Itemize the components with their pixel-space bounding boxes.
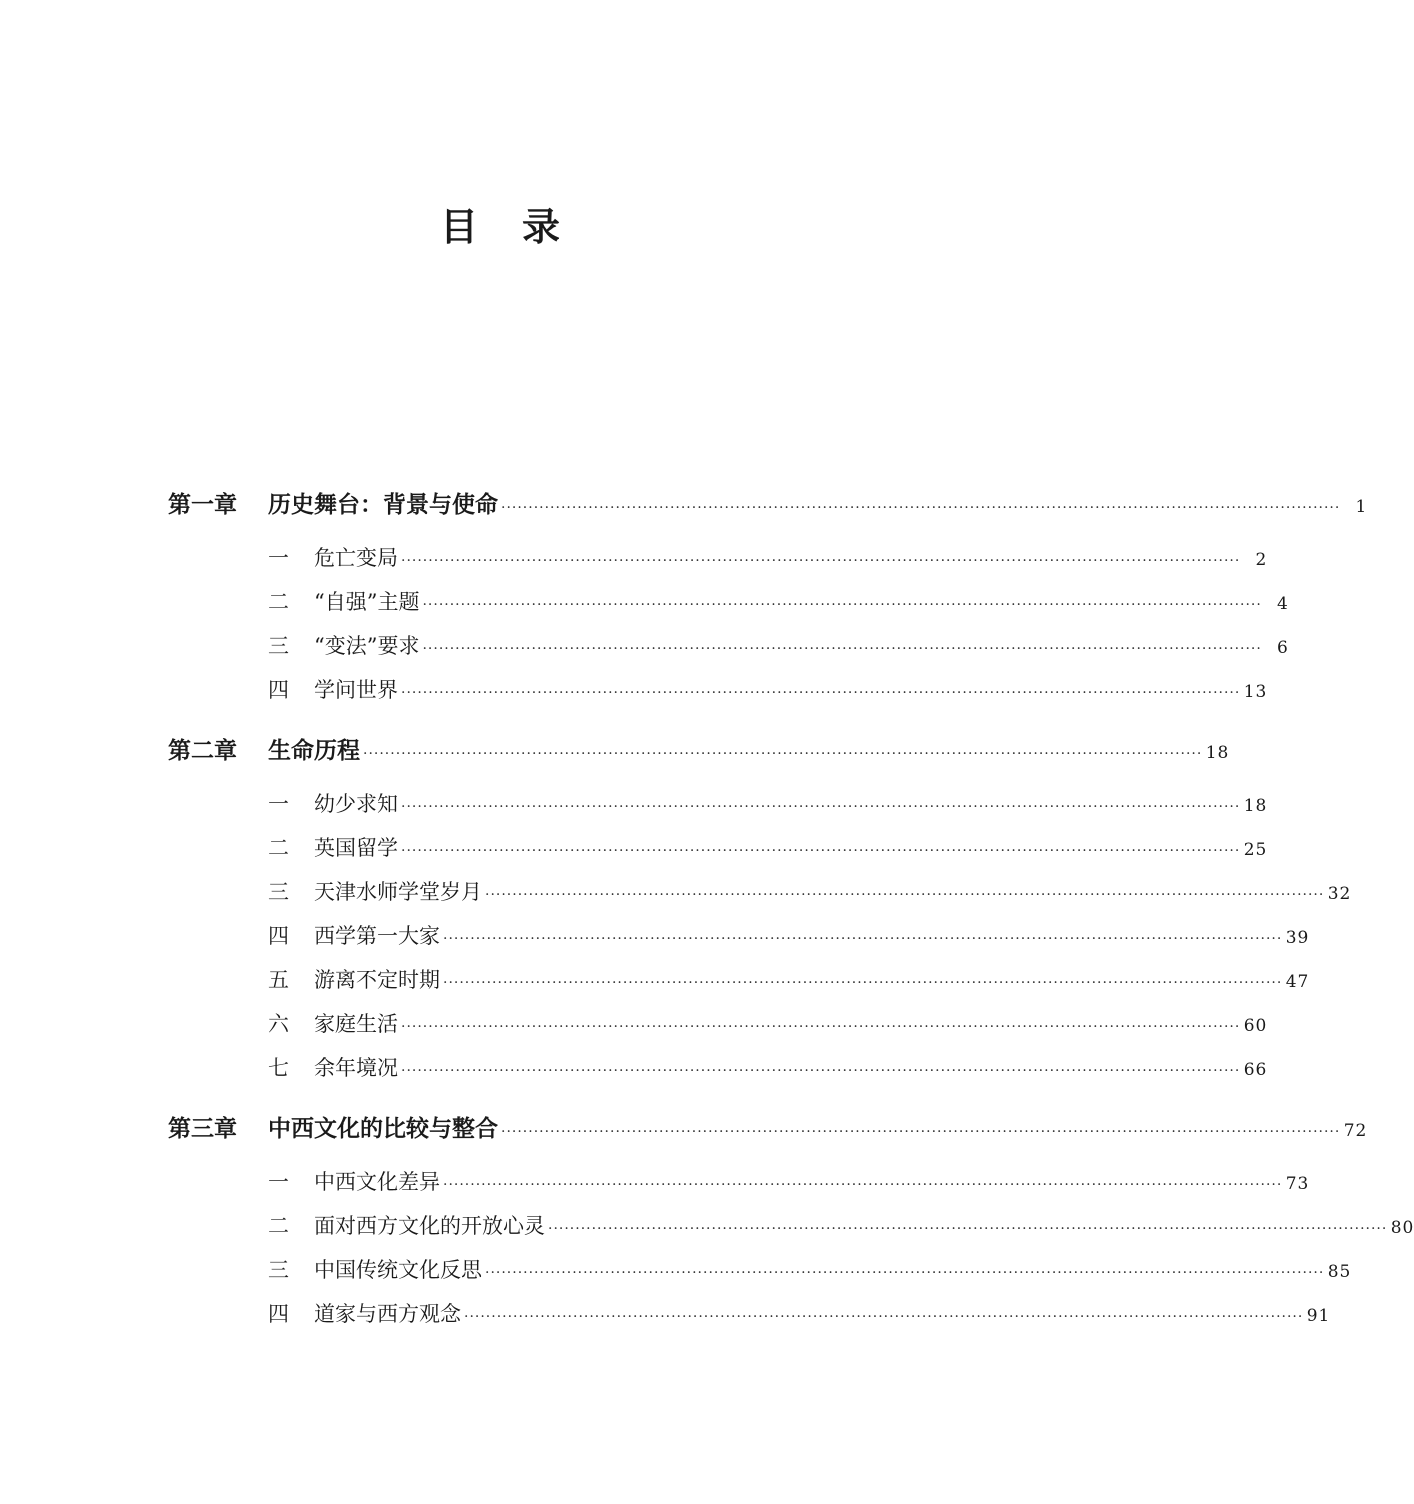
section-title: 道家与西方观念: [314, 1302, 461, 1326]
toc-section-row[interactable]: [168, 876, 1352, 920]
toc-section-row[interactable]: [168, 586, 1289, 630]
title-char-1: 目: [439, 204, 478, 249]
toc-section-row[interactable]: [168, 1210, 1414, 1254]
toc-section-row[interactable]: [168, 1052, 1268, 1096]
page-number: 66: [1243, 1060, 1268, 1080]
dot-leader: ··························································································································································: [422, 597, 1262, 613]
dot-leader: ··························································································································································: [401, 553, 1241, 569]
page-number: 47: [1285, 972, 1310, 992]
toc-section-row[interactable]: [168, 542, 1268, 586]
dot-leader: ··························································································································································: [485, 1265, 1325, 1281]
section-title: 中西文化差异: [314, 1170, 440, 1194]
section-title: 面对西方文化的开放心灵: [314, 1214, 545, 1238]
section-title: 余年境况: [314, 1056, 398, 1080]
page-number: 2: [1255, 550, 1268, 570]
dot-leader: ··························································································································································: [401, 685, 1241, 701]
toc-chapter-row[interactable]: [168, 486, 1368, 530]
section-number: 四: [268, 1302, 289, 1326]
page-number: 6: [1277, 638, 1289, 658]
dot-leader: ··························································································································································: [401, 799, 1241, 815]
dot-leader: ··························································································································································: [485, 887, 1325, 903]
dot-leader: ··························································································································································: [501, 1124, 1341, 1140]
section-number: 二: [268, 836, 289, 860]
dot-leader: ··························································································································································: [401, 1019, 1241, 1035]
page-number: 25: [1243, 840, 1268, 860]
dot-leader: ··························································································································································: [443, 1177, 1283, 1193]
section-title: 家庭生活: [314, 1012, 398, 1036]
section-number: 一: [268, 792, 289, 816]
section-number: 四: [268, 924, 289, 948]
page-number: 18: [1205, 743, 1230, 763]
page-number: 32: [1327, 884, 1352, 904]
dot-leader: ··························································································································································: [422, 641, 1262, 657]
page-number: 91: [1306, 1306, 1331, 1326]
section-title: 危亡变局: [314, 546, 398, 570]
page-title: [0, 196, 1000, 251]
dot-leader: ··························································································································································: [401, 843, 1241, 859]
dot-leader: ··························································································································································: [363, 746, 1203, 762]
section-number: 三: [268, 880, 289, 904]
page-number: 39: [1285, 928, 1310, 948]
section-number: 六: [268, 1012, 289, 1036]
dot-leader: ··························································································································································: [501, 500, 1341, 516]
toc-chapter-row[interactable]: [168, 732, 1230, 776]
chapter-number: 第三章: [168, 1115, 237, 1142]
toc-section-row[interactable]: [168, 1008, 1268, 1052]
section-number: 七: [268, 1056, 289, 1080]
section-number: 四: [268, 678, 289, 702]
section-number: 二: [268, 1214, 289, 1238]
title-char-2: 录: [522, 204, 561, 249]
page-number: 4: [1277, 594, 1289, 614]
section-title: 西学第一大家: [314, 924, 440, 948]
section-title: 幼少求知: [314, 792, 398, 816]
dot-leader: ··························································································································································: [548, 1221, 1388, 1237]
toc-section-row[interactable]: [168, 674, 1268, 718]
dot-leader: ··························································································································································: [443, 931, 1283, 947]
section-title: 学问世界: [314, 678, 398, 702]
toc-section-row[interactable]: [168, 920, 1310, 964]
section-number: 一: [268, 1170, 289, 1194]
section-title: 英国留学: [314, 836, 398, 860]
chapter-title: 生命历程: [268, 737, 360, 764]
toc-section-row[interactable]: [168, 1254, 1352, 1298]
toc-chapter-row[interactable]: [168, 1110, 1368, 1154]
dot-leader: ··························································································································································: [401, 1063, 1241, 1079]
toc-section-row[interactable]: [168, 832, 1268, 876]
toc-section-row[interactable]: [168, 630, 1289, 674]
chapter-title: 中西文化的比较与整合: [268, 1115, 498, 1142]
page-number: 13: [1243, 682, 1268, 702]
page-number: 18: [1243, 796, 1268, 816]
section-title: 游离不定时期: [314, 968, 440, 992]
section-title: 天津水师学堂岁月: [314, 880, 482, 904]
page-number: 85: [1327, 1262, 1352, 1282]
toc-section-row[interactable]: [168, 788, 1268, 832]
section-title: “自强”主题: [314, 590, 420, 614]
page-number: 80: [1390, 1218, 1414, 1238]
table-of-contents: [168, 486, 1414, 1342]
chapter-number: 第二章: [168, 737, 237, 764]
section-title: 中国传统文化反思: [314, 1258, 482, 1282]
page-number: 73: [1285, 1174, 1310, 1194]
toc-section-row[interactable]: [168, 1298, 1331, 1342]
toc-section-row[interactable]: [168, 1166, 1310, 1210]
chapter-number: 第一章: [168, 491, 237, 518]
dot-leader: ··························································································································································: [443, 975, 1283, 991]
chapter-title: 历史舞台：背景与使命: [268, 491, 498, 518]
page-number: 1: [1355, 497, 1368, 517]
section-number: 三: [268, 634, 289, 658]
dot-leader: ··························································································································································: [464, 1309, 1304, 1325]
section-number: 五: [268, 968, 289, 992]
section-number: 三: [268, 1258, 289, 1282]
section-title: “变法”要求: [314, 634, 420, 658]
section-number: 一: [268, 546, 289, 570]
toc-section-row[interactable]: [168, 964, 1310, 1008]
section-number: 二: [268, 590, 289, 614]
page-number: 60: [1243, 1016, 1268, 1036]
page-number: 72: [1343, 1121, 1368, 1141]
